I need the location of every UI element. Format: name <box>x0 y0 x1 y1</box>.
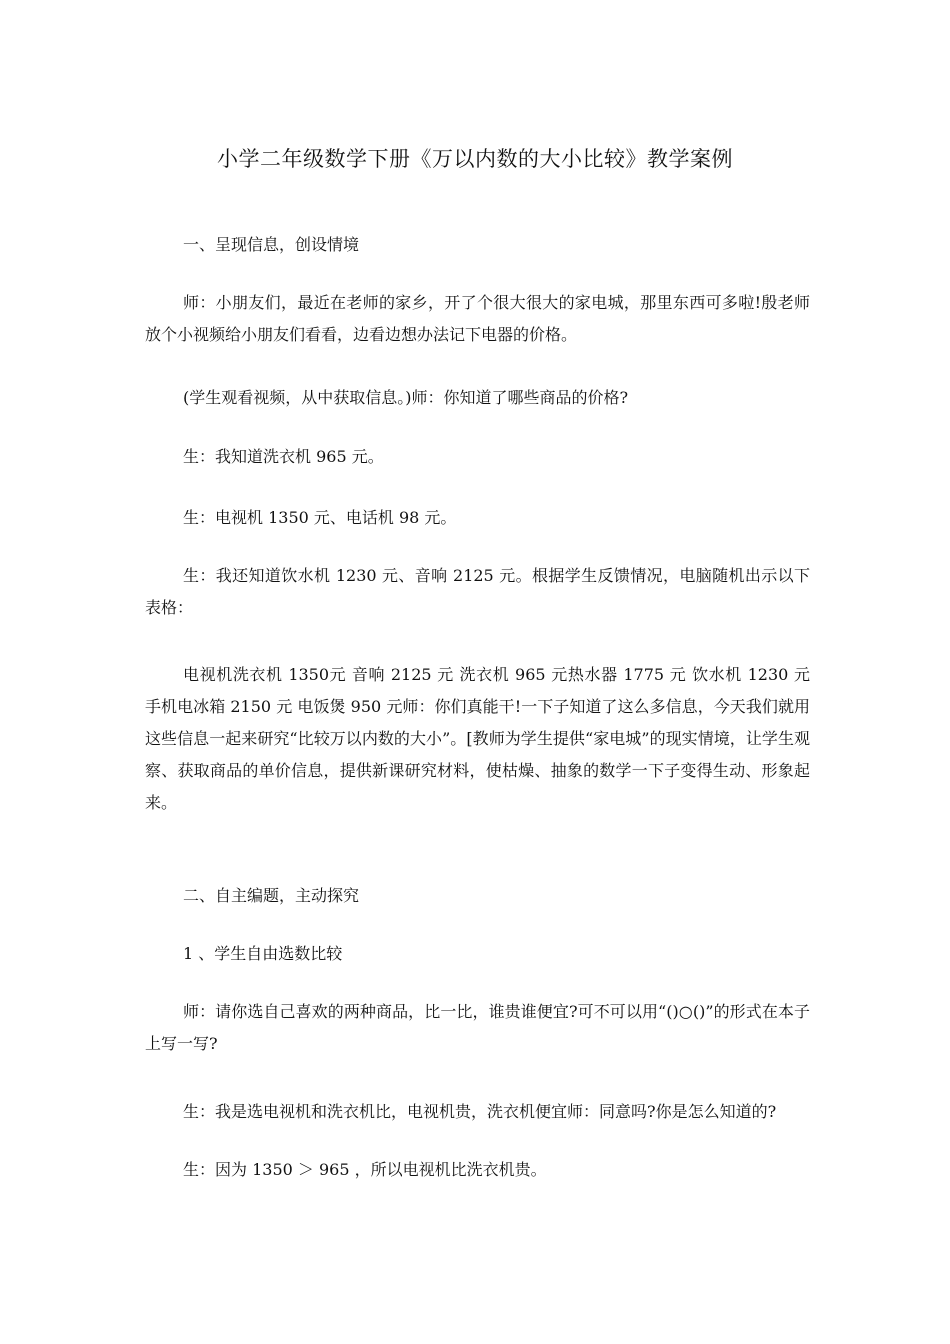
paragraph-teacher-intro: 师：小朋友们，最近在老师的家乡，开了个很大很大的家电城，那里东西可多啦!殷老师放个小视频给小朋友们看看，边看边想办法记下电器的价格。 <box>145 293 810 344</box>
paragraph-price-list: 电视机洗衣机 1350元 音响 2125 元 洗衣机 965 元热水器 1775 元 饮水机 1230 元 手机电冰箱 2150 元 电饭煲 950 元师：你们真能干!一下子知道了这么多信息，今天我们就用这些信息一起来研究“比较万以内数的大小”。[教师为学生提供“家电城”的现实情境，让学生观察、获取商品的单价信息，提供新课研究材料，使枯燥、抽象的数学一下子变得生动、形象起来。 <box>145 665 810 812</box>
subsection-heading-1: 1 、学生自由选数比较 <box>183 944 343 963</box>
paragraph-student-reason: 生：因为 1350 ＞ 965 ，所以电视机比洗衣机贵。 <box>183 1160 547 1179</box>
paragraph-student-tv: 生：电视机 1350 元、电话机 98 元。 <box>183 508 457 527</box>
paragraph-student-compare: 生：我是选电视机和洗衣机比，电视机贵，洗衣机便宜师：同意吗?你是怎么知道的? <box>183 1102 777 1121</box>
paragraph-student-dispenser: 生：我还知道饮水机 1230 元、音响 2125 元。根据学生反馈情况，电脑随机出示以下表格： <box>145 566 810 617</box>
section-heading-2: 二、自主编题，主动探究 <box>183 886 360 905</box>
paragraph-student-washer: 生：我知道洗衣机 965 元。 <box>183 447 384 466</box>
paragraph-watch-video: (学生观看视频，从中获取信息。)师：你知道了哪些商品的价格? <box>183 388 629 407</box>
document-title: 小学二年级数学下册《万以内数的大小比较》教学案例 <box>217 147 733 171</box>
section-heading-1: 一、呈现信息，创设情境 <box>183 235 360 254</box>
paragraph-teacher-question: 师：请你选自己喜欢的两种商品，比一比，谁贵谁便宜?可不可以用“()○()”的形式在本子上写一写? <box>145 1002 810 1053</box>
